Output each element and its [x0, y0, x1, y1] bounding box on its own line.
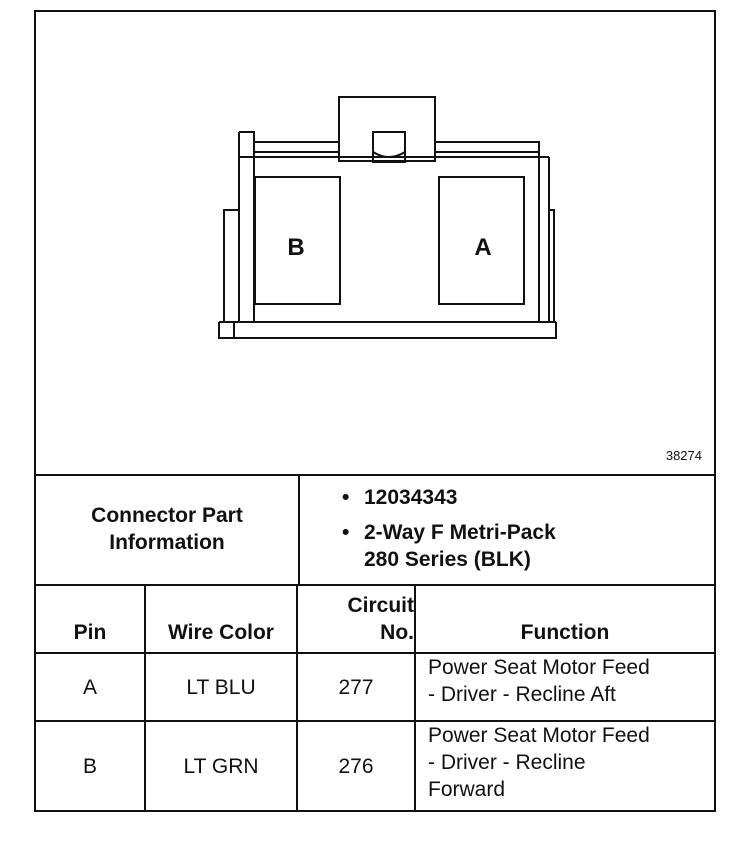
- figure-number: 38274: [665, 448, 702, 463]
- part-number-item: [300, 484, 700, 511]
- header-circuit-line2: No.: [380, 621, 414, 644]
- row-b-pin: B: [82, 754, 97, 778]
- header-circuit: [298, 586, 414, 652]
- connector-label-line1: Connector Part: [91, 504, 243, 527]
- row-b-function-line3: Forward: [428, 778, 506, 801]
- body-top-left: [239, 132, 339, 142]
- description-item: [300, 519, 700, 573]
- row-a-circuit: 277: [338, 675, 374, 699]
- connector-drawing: [36, 12, 714, 474]
- pin-a-label: A: [474, 234, 492, 261]
- row-b-function-line2: - Driver - Recline: [428, 751, 586, 774]
- pinout-table: [36, 586, 714, 810]
- row-b-function: [416, 722, 714, 810]
- bullet-icon: •: [342, 521, 350, 544]
- connector-label-line2: Information: [109, 531, 225, 554]
- locking-tab: [339, 97, 435, 161]
- header-pin: Pin: [73, 621, 107, 644]
- connector-sheet: [34, 10, 716, 812]
- pin-b-label: B: [287, 234, 305, 261]
- header-wire-color: Wire Color: [168, 621, 274, 644]
- row-a-function-line1: Power Seat Motor Feed: [428, 656, 650, 679]
- left-latch: [224, 210, 239, 322]
- row-a-function: [416, 654, 714, 720]
- row-b-circuit: 276: [338, 754, 374, 778]
- description-line2: 280 Series (BLK): [364, 548, 531, 571]
- connector-part-label: [36, 474, 300, 584]
- header-function: Function: [520, 621, 610, 644]
- connector-info-row: [36, 474, 714, 586]
- connector-info-list: [300, 484, 700, 581]
- row-a-pin: A: [82, 675, 97, 699]
- connector-base: [219, 322, 556, 338]
- connector-diagram-area: [36, 12, 714, 476]
- row-a-function-line2: - Driver - Recline Aft: [428, 683, 616, 706]
- row-a-wire-color: LT BLU: [186, 675, 256, 699]
- body-top-right: [435, 142, 539, 157]
- description-line1: 2-Way F Metri-Pack: [364, 521, 556, 544]
- bullet-icon: •: [342, 486, 350, 509]
- part-number: 12034343: [364, 486, 458, 509]
- row-b-function-line1: Power Seat Motor Feed: [428, 724, 650, 747]
- header-circuit-line1: Circuit: [347, 594, 414, 617]
- row-b-wire-color: LT GRN: [183, 754, 259, 778]
